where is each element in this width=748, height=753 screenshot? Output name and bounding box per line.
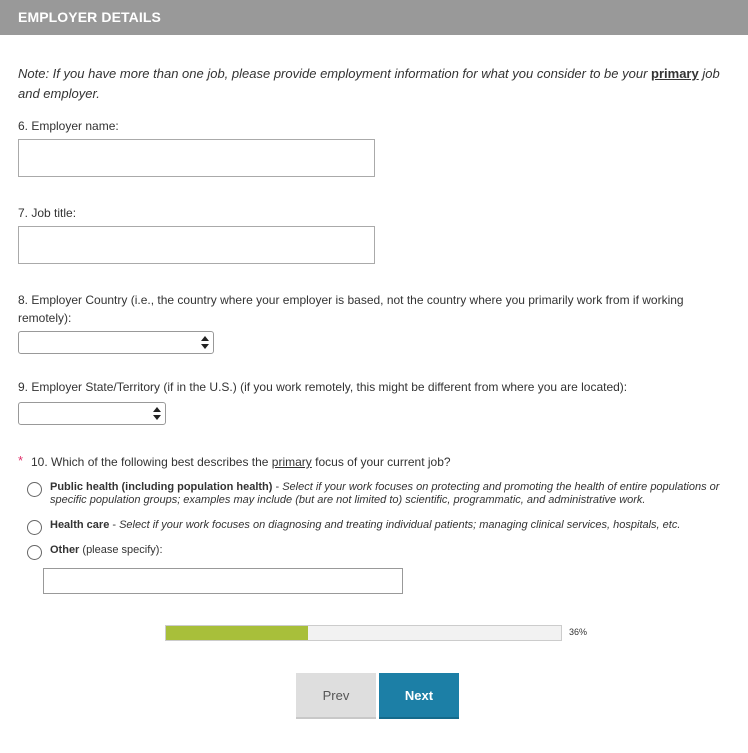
employer-name-label: 6. Employer name: bbox=[18, 119, 119, 133]
next-button[interactable]: Next bbox=[379, 673, 459, 719]
note-emphasis: primary bbox=[651, 66, 699, 81]
job-focus-label bbox=[31, 453, 451, 471]
option-separator: - bbox=[272, 481, 283, 493]
section-header bbox=[0, 0, 748, 35]
job-focus-label-before: 10. Which of the following best describes the bbox=[31, 455, 272, 469]
job-focus-emphasis: primary bbox=[271, 455, 312, 469]
radio-other[interactable] bbox=[27, 545, 42, 560]
select-arrows-icon bbox=[201, 335, 209, 350]
option-public-health[interactable] bbox=[50, 481, 740, 507]
primary-job-note bbox=[18, 64, 740, 104]
note-text-after: job and employer. bbox=[18, 66, 720, 101]
select-arrows-icon bbox=[153, 406, 161, 421]
employer-state-label: 9. Employer State/Territory (if in the U.S.) (if you work remotely, this might be different from where you are located): bbox=[18, 380, 628, 394]
employer-country-label: 8. Employer Country (i.e., the country where your employer is based, not the country where you primarily work from if working remotely): bbox=[18, 293, 684, 325]
employer-country-select[interactable] bbox=[18, 331, 214, 354]
option-separator: - bbox=[109, 519, 120, 531]
other-specify-input[interactable] bbox=[43, 568, 403, 594]
section-title: EMPLOYER DETAILS bbox=[18, 9, 161, 25]
progress-bar-fill bbox=[166, 626, 308, 640]
progress-percent: 36% bbox=[569, 627, 588, 637]
job-title-label: 7. Job title: bbox=[18, 206, 77, 220]
option-other-title: Other bbox=[50, 544, 80, 556]
progress-bar bbox=[165, 625, 562, 641]
employer-state-select[interactable] bbox=[18, 402, 166, 425]
prev-button[interactable]: Prev bbox=[296, 673, 376, 719]
required-asterisk: * bbox=[18, 453, 24, 468]
option-other[interactable] bbox=[50, 544, 740, 557]
employer-name-input[interactable] bbox=[18, 139, 375, 177]
job-focus-label-after: focus of your current job? bbox=[311, 455, 451, 469]
note-text-before: Note: If you have more than one job, please provide employment information for what you consider to be your bbox=[18, 66, 652, 81]
option-health-care-desc: Select if your work focuses on diagnosing and treating individual patients; managing clinical services, hospitals, etc. bbox=[119, 519, 681, 531]
radio-health-care[interactable] bbox=[27, 520, 42, 535]
job-title-input[interactable] bbox=[18, 226, 375, 264]
option-public-health-title: Public health (including population health) bbox=[50, 481, 273, 493]
option-health-care[interactable] bbox=[50, 519, 740, 532]
option-public-health-desc: Select if your work focuses on protecting and promoting the health of entire populations or specific population groups; examples may include (but are not limited to) scientific, programmatic, and administrative work. bbox=[50, 481, 720, 506]
option-other-desc: (please specify): bbox=[82, 544, 163, 556]
radio-public-health[interactable] bbox=[27, 482, 42, 497]
option-health-care-title: Health care bbox=[50, 519, 110, 531]
